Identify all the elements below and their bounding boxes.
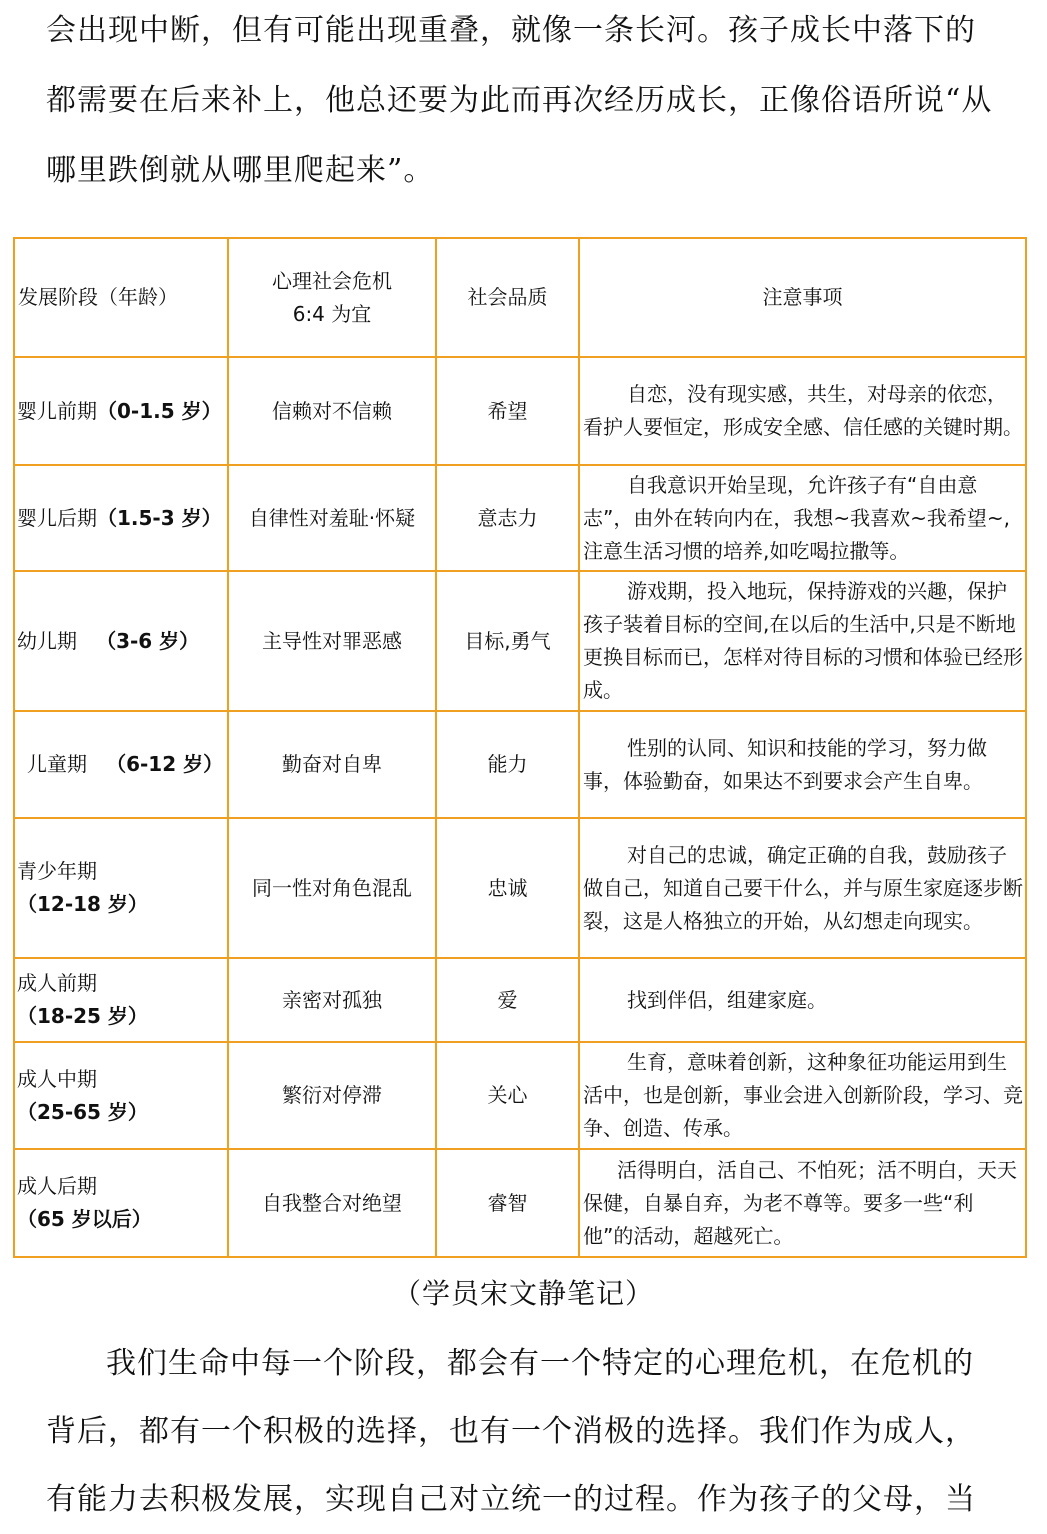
stage-cell <box>14 818 228 958</box>
stage-age: （1.5-3 岁） <box>97 505 222 530</box>
stage-name: 婴儿前期 <box>17 398 97 423</box>
header-crisis <box>228 238 436 357</box>
table-row <box>14 465 1026 571</box>
note-text: 对自己的忠诚，确定正确的自我，鼓励孩子做自己，知道自己要干什么，并与原生家庭逐步断裂，这是人格独立的开始，从幻想走向现实。 <box>583 842 1023 933</box>
quality-cell: 意志力 <box>436 465 579 571</box>
stage-name: 青少年期 <box>17 859 97 883</box>
crisis-cell: 自我整合对绝望 <box>228 1149 436 1257</box>
intro-line: 都需要在后来补上，他总还要为此而再次经历成长，正像俗语所说“从 <box>46 83 993 118</box>
stage-cell <box>14 958 228 1042</box>
stage-name: 成人后期 <box>17 1174 97 1198</box>
crisis-cell: 亲密对孤独 <box>228 958 436 1042</box>
crisis-cell: 繁衍对停滞 <box>228 1042 436 1149</box>
note-cell <box>579 958 1026 1042</box>
stage-name: 成人前期 <box>17 971 97 995</box>
outro-paragraph <box>46 1330 976 1534</box>
stage-age: （18-25 岁） <box>17 1004 148 1028</box>
stage-cell <box>14 571 228 711</box>
header-quality: 社会品质 <box>436 238 579 357</box>
quality-cell: 目标,勇气 <box>436 571 579 711</box>
stage-age: （6-12 岁） <box>106 752 224 776</box>
note-text: 找到伴侣，组建家庭。 <box>627 987 827 1012</box>
note-text: 自恋，没有现实感，共生，对母亲的依恋，看护人要恒定，形成安全感、信任感的关键时期。 <box>583 382 1023 439</box>
quality-cell: 关心 <box>436 1042 579 1149</box>
outro-line: 我们生命中每一个阶段，都会有一个特定的心理危机，在危机的 <box>106 1346 974 1381</box>
table-row <box>14 818 1026 958</box>
note-cell <box>579 818 1026 958</box>
note-text: 生育，意味着创新，这种象征功能运用到生活中，也是创新，事业会进入创新阶段，学习、竞争、创造、传承。 <box>583 1050 1023 1140</box>
stage-age: （0-1.5 岁） <box>97 398 222 423</box>
note-cell <box>579 1042 1026 1149</box>
stage-name: 幼儿期 <box>17 628 77 653</box>
header-stage: 发展阶段（年龄） <box>14 238 228 357</box>
stage-age: （12-18 岁） <box>17 892 148 916</box>
note-text: 活得明白，活自己、不怕死；活不明白，天天保健，自暴自弃，为老不尊等。要多一些“利他”的活动，超越死亡。 <box>583 1157 1017 1248</box>
crisis-cell: 同一性对角色混乱 <box>228 818 436 958</box>
stage-cell <box>14 465 228 571</box>
note-cell <box>579 1149 1026 1257</box>
note-text: 游戏期，投入地玩，保持游戏的兴趣，保护孩子装着目标的空间,在以后的生活中,只是不断地更换目标而已，怎样对待目标的习惯和体验已经形成。 <box>583 579 1023 702</box>
intro-paragraph <box>46 0 993 206</box>
note-cell <box>579 711 1026 818</box>
stage-name: 成人中期 <box>17 1066 97 1091</box>
caption: （学员宋文静笔记） <box>392 1277 654 1310</box>
stage-age: （3-6 岁） <box>96 628 200 653</box>
table-row <box>14 711 1026 818</box>
stage-cell <box>14 711 228 818</box>
crisis-cell: 信赖对不信赖 <box>228 357 436 465</box>
table-row <box>14 1042 1026 1149</box>
table-header-row <box>14 238 1026 357</box>
note-text: 性别的认同、知识和技能的学习，努力做事，体验勤奋，如果达不到要求会产生自卑。 <box>583 735 987 793</box>
table-row <box>14 958 1026 1042</box>
stage-cell <box>14 1149 228 1257</box>
quality-cell: 爱 <box>436 958 579 1042</box>
quality-cell: 忠诚 <box>436 818 579 958</box>
note-cell <box>579 465 1026 571</box>
stage-age: （65 岁以后） <box>17 1207 152 1231</box>
stage-name: 婴儿后期 <box>17 505 97 530</box>
table-row <box>14 1149 1026 1257</box>
note-text: 自我意识开始呈现，允许孩子有“自由意志”，由外在转向内在，我想~我喜欢~我希望~,注意生活习惯的培养,如吃喝拉撒等。 <box>583 472 1010 563</box>
header-crisis-line1: 心理社会危机 <box>272 268 392 293</box>
quality-cell: 睿智 <box>436 1149 579 1257</box>
table-row <box>14 357 1026 465</box>
table-row <box>14 571 1026 711</box>
stage-age: （25-65 岁） <box>17 1099 148 1124</box>
quality-cell: 希望 <box>436 357 579 465</box>
crisis-cell: 自律性对羞耻·怀疑 <box>228 465 436 571</box>
header-notes: 注意事项 <box>579 238 1026 357</box>
stage-cell <box>14 357 228 465</box>
intro-line: 会出现中断，但有可能出现重叠，就像一条长河。孩子成长中落下的 <box>46 13 976 48</box>
stage-name: 儿童期 <box>27 752 87 776</box>
outro-line: 有能力去积极发展，实现自己对立统一的过程。作为孩子的父母，当 <box>46 1482 976 1517</box>
stage-cell <box>14 1042 228 1149</box>
crisis-cell: 主导性对罪恶感 <box>228 571 436 711</box>
note-cell <box>579 571 1026 711</box>
development-stages-table <box>13 237 1027 1258</box>
note-cell <box>579 357 1026 465</box>
header-crisis-line2: 6:4 为宜 <box>292 301 372 326</box>
crisis-cell: 勤奋对自卑 <box>228 711 436 818</box>
quality-cell: 能力 <box>436 711 579 818</box>
intro-line: 哪里跌倒就从哪里爬起来”。 <box>46 153 435 188</box>
outro-line: 背后，都有一个积极的选择，也有一个消极的选择。我们作为成人， <box>46 1414 976 1449</box>
